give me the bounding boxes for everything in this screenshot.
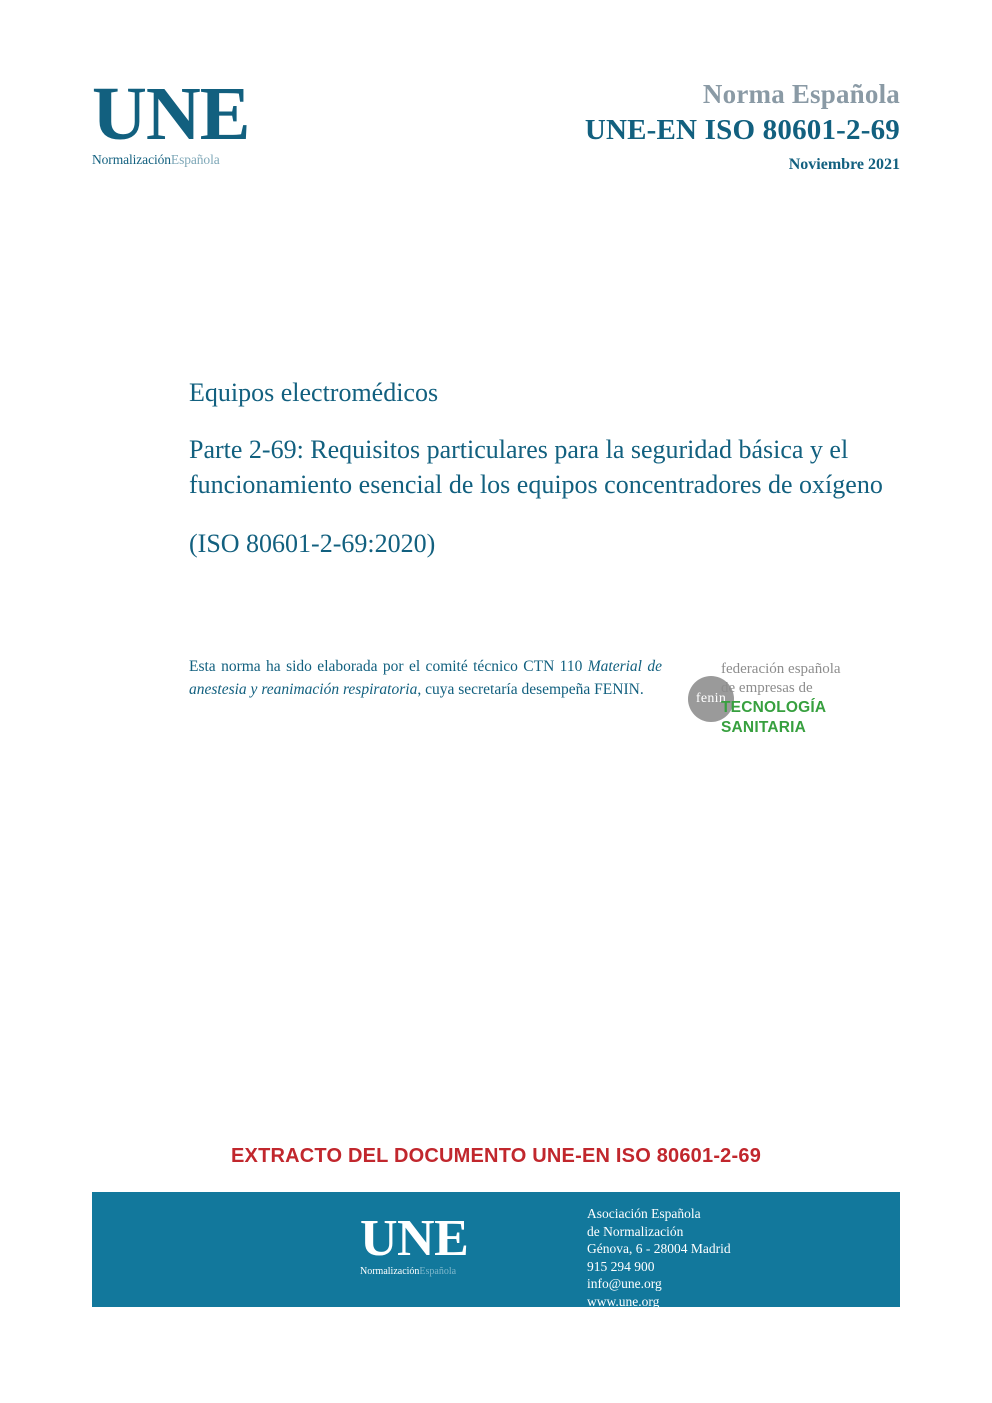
fenin-line-3: TECNOLOGÍA SANITARIA xyxy=(721,699,826,736)
extract-label: EXTRACTO DEL DOCUMENTO UNE-EN ISO 80601-2-69 xyxy=(230,1145,762,1167)
standard-code: UNE-EN ISO 80601-2-69 xyxy=(584,114,900,146)
une-logo-tagline-light: Española xyxy=(170,152,220,167)
footer-une-logo xyxy=(360,1210,520,1277)
committee-note-part2: , cuya secretaría desempeña FENIN. xyxy=(417,681,644,698)
title-line-2: Parte 2-69: Requisitos particulares para la seguridad básica y el funcionamiento esencial de los equipos concentradores de oxígeno xyxy=(189,435,883,499)
footer-website[interactable]: www.une.org xyxy=(587,1293,660,1309)
footer-email[interactable]: info@une.org xyxy=(587,1276,662,1291)
footer-une-wordmark: UNE xyxy=(360,1210,469,1267)
footer-address-line-3: Génova, 6 - 28004 Madrid xyxy=(587,1241,731,1256)
standard-date: Noviembre 2021 xyxy=(788,156,900,173)
footer-une-tagline xyxy=(360,1266,520,1277)
footer-une-tagline-light: Española xyxy=(419,1266,457,1277)
fenin-line-2: de empresas de xyxy=(721,680,813,696)
committee-note xyxy=(189,655,662,701)
fenin-logo-text xyxy=(721,660,903,738)
title-line-3: (ISO 80601-2-69:2020) xyxy=(189,529,436,558)
footer-address-line-1: Asociación Española xyxy=(587,1206,701,1221)
committee-note-part1: Esta norma ha sido elaborada por el comité técnico CTN 110 xyxy=(189,658,588,675)
page-header xyxy=(92,72,900,208)
standard-kicker: Norma Española xyxy=(702,79,900,109)
page-footer xyxy=(92,1192,900,1307)
une-logo-tagline-bold: Normalización xyxy=(92,152,171,167)
title-line-1: Equipos electromédicos xyxy=(189,378,439,407)
footer-address-block xyxy=(587,1205,731,1310)
footer-phone: 915 294 900 xyxy=(587,1258,655,1274)
une-logo xyxy=(92,72,257,168)
une-logo-wordmark: UNE xyxy=(92,72,250,156)
fenin-line-1: federación española xyxy=(721,661,841,677)
footer-une-tagline-bold: Normalización xyxy=(360,1266,420,1277)
header-standard-info xyxy=(585,78,900,178)
page-title xyxy=(189,375,889,561)
fenin-logo xyxy=(688,660,903,736)
committee-note-italic: Material de anestesia y reanimación respiratoria xyxy=(189,658,662,698)
fenin-mark-icon: fenin xyxy=(688,676,734,722)
footer-address-line-2: de Normalización xyxy=(587,1223,684,1239)
